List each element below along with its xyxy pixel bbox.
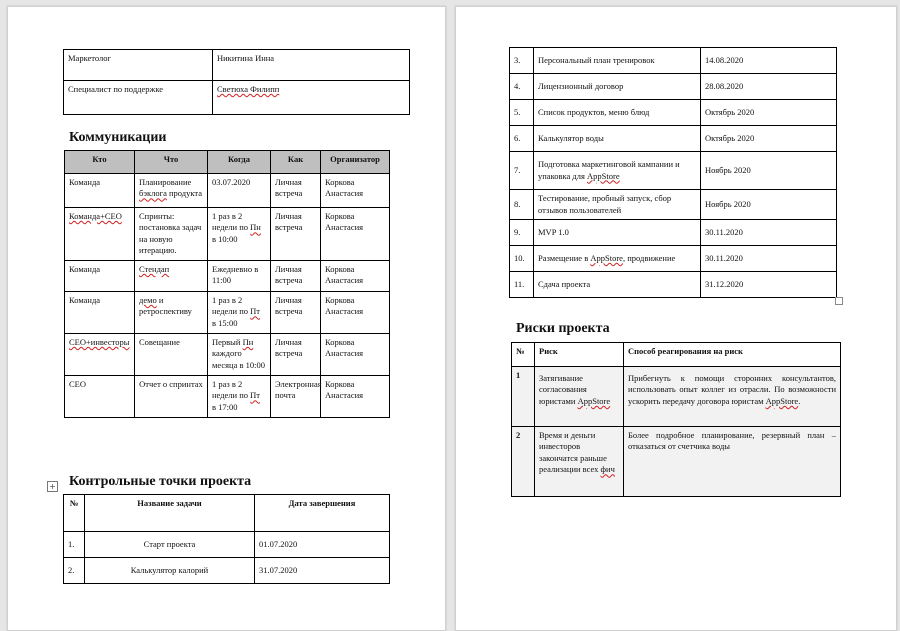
milestone-number: 7. (510, 152, 534, 190)
comm-who: Команда (65, 291, 135, 333)
milestone-task: Список продуктов, меню блюд (534, 100, 701, 126)
comm-org: Коркова Анастасия (321, 333, 390, 375)
table-row (512, 427, 841, 497)
milestone-number: 8. (510, 190, 534, 220)
milestone-header-number: № (64, 495, 85, 532)
comm-when: 03.07.2020 (208, 174, 271, 208)
table-row (512, 367, 841, 427)
comm-header-how: Как (271, 151, 321, 174)
table-row (510, 74, 837, 100)
comm-who: Команда (65, 260, 135, 291)
comm-how: Личная встреча (271, 174, 321, 208)
risks-table (511, 342, 841, 497)
table-row (65, 375, 390, 417)
milestone-header-task: Название задачи (85, 495, 255, 532)
risk-text: Время и деньги инвесторов закончатся раньше реализации всех фич (535, 427, 624, 497)
table-row (510, 126, 837, 152)
risk-response: Более подробное планирование, резервный план – отказаться от счетчика воды (624, 427, 841, 497)
table-row (510, 48, 837, 74)
milestone-task: Тестирование, пробный запуск, сбор отзывов пользователей (534, 190, 701, 220)
risk-header-risk: Риск (535, 343, 624, 367)
milestone-number: 1. (64, 532, 85, 558)
comm-what: демо и ретроспективу (135, 291, 208, 333)
milestone-date: 30.11.2020 (701, 220, 837, 246)
table-row (510, 190, 837, 220)
comm-org: Коркова Анастасия (321, 375, 390, 417)
comm-who: Команда+CEO (65, 208, 135, 261)
comm-org: Коркова Анастасия (321, 208, 390, 261)
comm-what: Спринты: постановка задач на новую итерацию. (135, 208, 208, 261)
milestone-task: Лицензионный договор (534, 74, 701, 100)
comm-how: Электронная почта (271, 375, 321, 417)
risk-number: 2 (512, 427, 535, 497)
table-row (510, 272, 837, 298)
comm-header-org: Организатор (321, 151, 390, 174)
milestone-date: Октябрь 2020 (701, 100, 837, 126)
risk-header-number: № (512, 343, 535, 367)
milestone-number: 2. (64, 558, 85, 584)
milestone-task: Старт проекта (85, 532, 255, 558)
table-row (510, 100, 837, 126)
communications-table (64, 150, 390, 418)
risk-header-response: Способ реагирования на риск (624, 343, 841, 367)
comm-org: Коркова Анастасия (321, 260, 390, 291)
table-row (64, 558, 390, 584)
comm-when: Первый Пн каждого месяца в 10:00 (208, 333, 271, 375)
table-resize-handle-icon[interactable] (835, 297, 843, 305)
milestone-task: Калькулятор воды (534, 126, 701, 152)
comm-when: 1 раз в 2 недели по Пт в 15:00 (208, 291, 271, 333)
table-row (65, 208, 390, 261)
milestone-task: Калькулятор калорий (85, 558, 255, 584)
role-cell: Специалист по поддержке (64, 81, 213, 115)
comm-how: Личная встреча (271, 333, 321, 375)
milestone-number: 5. (510, 100, 534, 126)
table-row (510, 152, 837, 190)
milestone-number: 10. (510, 246, 534, 272)
comm-header-who: Кто (65, 151, 135, 174)
risk-response: Прибегнуть к помощи сторонних консультантов, использовать опыт коллег из отрасли. По возможности ускорить передачу договора юристам AppStore. (624, 367, 841, 427)
comm-when: 1 раз в 2 недели по Пт в 17:00 (208, 375, 271, 417)
milestone-date: 14.08.2020 (701, 48, 837, 74)
milestone-date: Ноябрь 2020 (701, 152, 837, 190)
milestone-date: Октябрь 2020 (701, 126, 837, 152)
milestone-date: 01.07.2020 (255, 532, 390, 558)
comm-who: CEO+инвесторы (65, 333, 135, 375)
comm-what: Совещание (135, 333, 208, 375)
comm-when: Ежедневно в 11:00 (208, 260, 271, 291)
milestone-header-date: Дата завершения (255, 495, 390, 532)
milestone-task: Персональный план тренировок (534, 48, 701, 74)
comm-how: Личная встреча (271, 291, 321, 333)
table-row (65, 174, 390, 208)
milestone-task: MVP 1.0 (534, 220, 701, 246)
comm-what: Стендап (135, 260, 208, 291)
milestones-table-left (63, 494, 390, 584)
comm-what: Отчет о спринтах (135, 375, 208, 417)
milestone-date: 30.11.2020 (701, 246, 837, 272)
milestone-number: 11. (510, 272, 534, 298)
comm-org: Коркова Анастасия (321, 174, 390, 208)
milestones-title: Контрольные точки проекта (69, 474, 252, 489)
table-row (64, 532, 390, 558)
roles-table (63, 49, 410, 115)
risk-text: Затягивание согласования юристами AppStore (535, 367, 624, 427)
risk-number: 1 (512, 367, 535, 427)
table-row (65, 260, 390, 291)
comm-who: CEO (65, 375, 135, 417)
comm-what: Планирование бэклога продукта (135, 174, 208, 208)
milestone-number: 6. (510, 126, 534, 152)
comm-header-when: Когда (208, 151, 271, 174)
milestone-number: 4. (510, 74, 534, 100)
comm-org: Коркова Анастасия (321, 291, 390, 333)
comm-how: Личная встреча (271, 260, 321, 291)
comm-header-what: Что (135, 151, 208, 174)
milestone-number: 3. (510, 48, 534, 74)
table-row (510, 220, 837, 246)
table-move-handle-icon[interactable]: + (47, 481, 58, 492)
milestone-task: Сдача проекта (534, 272, 701, 298)
milestone-date: 31.07.2020 (255, 558, 390, 584)
table-row (510, 246, 837, 272)
milestone-date: 28.08.2020 (701, 74, 837, 100)
role-cell: Маркетолог (64, 50, 213, 81)
milestone-date: Ноябрь 2020 (701, 190, 837, 220)
risks-title: Риски проекта (516, 321, 610, 336)
role-name-cell: Никитина Инна (213, 50, 410, 81)
milestone-task: Подготовка маркетинговой кампании и упаковка для AppStore (534, 152, 701, 190)
comm-when: 1 раз в 2 недели по Пн в 10:00 (208, 208, 271, 261)
table-row (65, 291, 390, 333)
milestones-table-right (509, 47, 837, 298)
milestone-number: 9. (510, 220, 534, 246)
milestone-task: Размещение в AppStore, продвижение (534, 246, 701, 272)
comm-who: Команда (65, 174, 135, 208)
communications-title: Коммуникации (69, 130, 167, 145)
milestone-date: 31.12.2020 (701, 272, 837, 298)
table-row (65, 333, 390, 375)
role-name-cell: Светюха Филипп (213, 81, 410, 115)
comm-how: Личная встреча (271, 208, 321, 261)
